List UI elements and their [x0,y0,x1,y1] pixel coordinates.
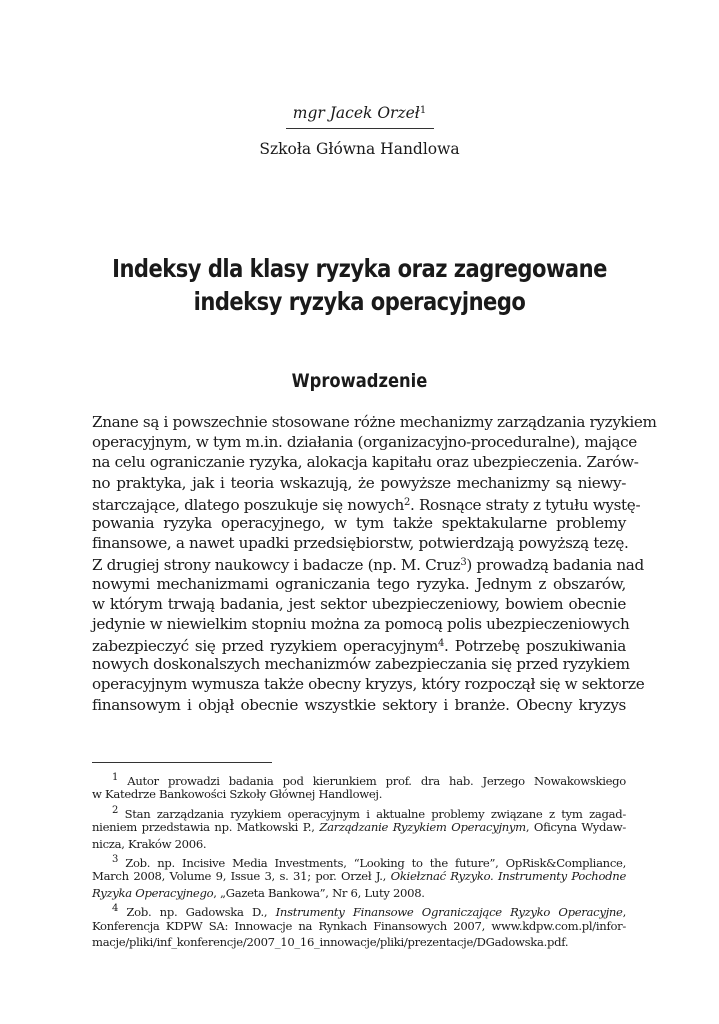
body-line-text: starczające, dlatego poszukuje się nowych [92,495,404,514]
footnote-text: Autor prowadzi badania pod kierunkiem prof. dra hab. Jerzego Nowakowskiego [127,774,626,788]
body-line: na celu ograniczanie ryzyka, alokacja kapitału oraz ubezpieczenia. Zarów- [92,453,639,472]
footnote-book-title: Ryzyka Operacyjnego [92,885,214,900]
footnote-number: 3 [112,853,119,865]
footnote-ref-2: 2 [403,496,410,508]
body-line: operacyjnym wymusza także obecny kryzys, który rozpoczął się w sektorze [92,675,645,694]
section-heading: Wprowadzenie [291,370,428,392]
paper-title-line-1: Indeksy dla klasy ryzyka oraz zagregowane [112,254,607,283]
footnote-text: , [622,905,627,920]
footnote-3-line [92,868,626,884]
footnote-3-line [92,885,626,901]
body-paragraph [92,412,657,715]
footnote-2-line [92,819,626,835]
paper-title-line-2: indeksy ryzyka operacyjnego [193,287,526,316]
body-line: jedynie w niewielkim stopniu można za pomocą polis ubezpieczeniowych [92,614,630,633]
body-line: powania ryzyka operacyjnego, w tym także spektakularne problemy [92,513,626,532]
body-line: operacyjnym, w tym m.in. działania (organizacyjno-proceduralne), mające [92,433,637,452]
footnote-text: Stan zarządzania ryzykiem operacyjnym i aktualne problemy związane z tym zagad- [124,806,626,821]
body-line: Znane są i powszechnie stosowane różne mechanizmy zarządzania ryzykiem [92,413,657,431]
author-block [0,100,719,159]
footnote-ref-3: 3 [460,557,467,569]
body-line: no praktyka, jak i teoria wskazują, że powyższe mechanizmy są niewy- [92,473,626,492]
footnote-4-line: Konferencja KDPW SA: Innowacje na Rynkach Finansowych 2007, www.kdpw.com.pl/infor- [92,918,626,933]
body-line-text: . Rosnące straty z tytułu wystę- [409,495,641,514]
author-name-text: mgr Jacek Orzeł [292,104,420,122]
footnote-book-title: Zarządzanie Ryzykiem Operacyjnym [319,820,526,835]
body-line [92,553,644,575]
footnote-3-line [92,852,626,868]
footnote-number: 4 [112,903,119,915]
footnote-2-line [92,803,626,819]
footnote-separator [92,762,272,763]
footnote-1-line [92,770,626,786]
author-name [0,100,719,124]
body-line [92,634,626,654]
footnote-book-title: Instrumenty Finansowe Ograniczające Ryzyko Operacyjne [275,905,623,920]
author-affiliation: Szkoła Główna Handlowa [259,140,460,158]
footnote-text: , Oficyna Wydaw- [525,820,626,835]
footnote-1-line: w Katedrze Bankowości Szkoły Głównej Handlowej. [92,787,383,802]
footnote-2-line: nicza, Kraków 2006. [92,836,207,851]
footnote-text: nieniem przedstawia np. Matkowski P., [92,820,320,835]
body-line-text: . Potrzebę poszukiwania [444,637,626,656]
author-footnote-ref: 1 [419,105,427,116]
body-line [92,493,641,514]
body-line: nowych doskonalszych mechanizmów zabezpieczania się przed ryzykiem [92,655,630,674]
footnote-text: Zob. np. Gadowska D., [126,905,276,920]
footnote-text: Zob. np. Incisive Media Investments, “Looking to the future”, OpRisk&Compliance, [125,855,626,870]
paper-title [85,252,635,318]
author-rule [286,128,434,129]
footnote-book-title: Okiełznać Ryzyko. Instrumenty Pochodne [390,869,627,884]
body-line: nowymi mechanizmami ograniczania tego ryzyka. Jednym z obszarów, [92,574,626,593]
body-line-text: zabezpieczyć się przed ryzykiem operacyjnym [92,637,439,656]
body-line-text: ) prowadzą badania nad [466,556,644,575]
body-line: finansowe, a nawet upadki przedsiębiorstw, potwierdzają powyższą tezę. [92,534,629,553]
footnote-ref-4: 4 [438,638,445,650]
footnote-number: 2 [112,804,119,816]
footnote-number: 1 [112,772,119,783]
footnote-text: March 2008, Volume 9, Issue 3, s. 31; por. Orzeł J., [92,869,391,884]
footnote-4-line: macje/pliki/inf_konferencje/2007_10_16_innowacje/pliki/prezentacje/DGadowska.pdf. [92,934,569,949]
footnotes [92,770,626,950]
footnote-4-line [92,901,627,920]
body-line: finansowym i objął obecnie wszystkie sektory i branże. Obecny kryzys [92,695,626,714]
body-line: w którym trwają badania, jest sektor ubezpieczeniowy, bowiem obecnie [92,594,626,613]
body-line-text: Z drugiej strony naukowcy i badacze (np. M. Cruz [92,556,461,575]
footnote-text: , „Gazeta Bankowa”, Nr 6, Luty 2008. [213,885,425,900]
